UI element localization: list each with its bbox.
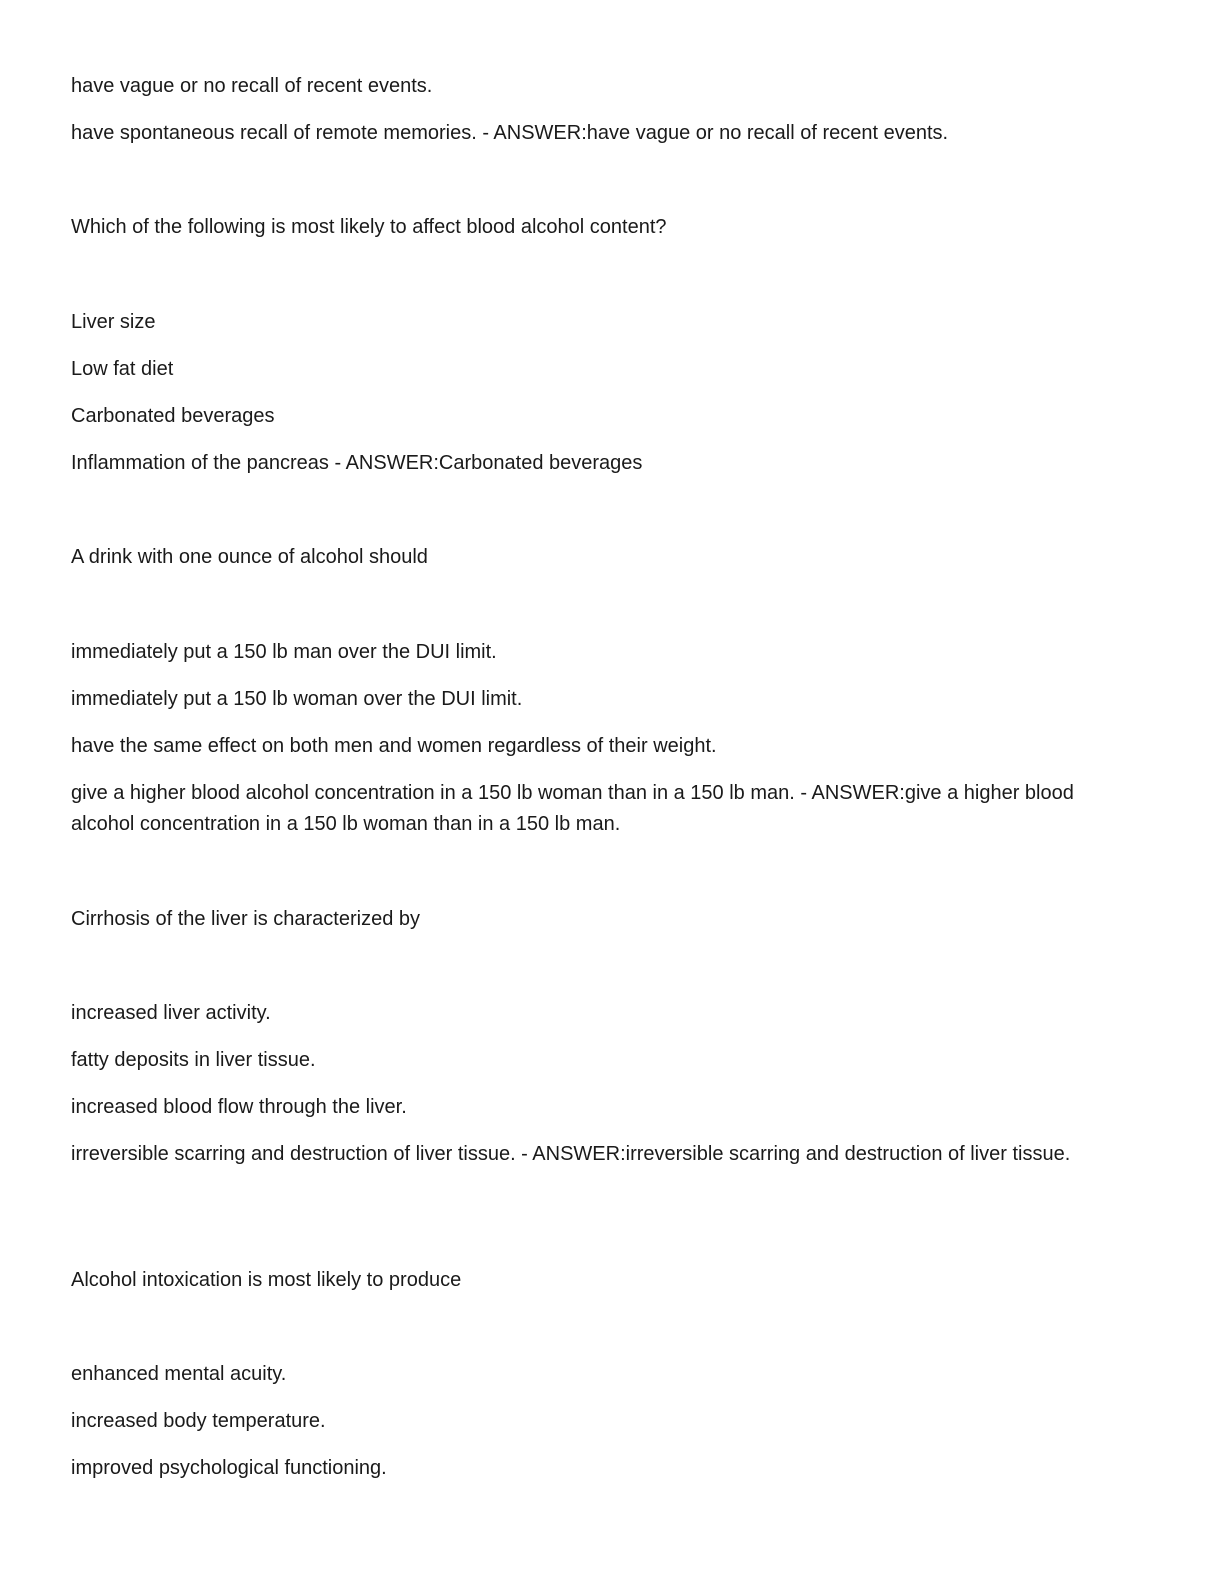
answer-option-text: have the same effect on both men and women regardless of their weight. [71, 735, 717, 757]
question-text: Alcohol intoxication is most likely to produce [71, 1269, 462, 1291]
answer-option-text: Carbonated beverages [71, 405, 275, 427]
answer-option-text: give a higher blood alcohol concentration in a 150 lb woman than in a 150 lb man. - ANSWER:give a higher blood alcohol concentration in a 150 lb woman than in a 150 lb man. [71, 782, 1074, 835]
answer-option-text: improved psychological functioning. [71, 1457, 387, 1479]
answer-option-text: increased body temperature. [71, 1410, 326, 1432]
answer-option-text: irreversible scarring and destruction of liver tissue. - ANSWER:irreversible scarring and destruction of liver tissue. [71, 1143, 1071, 1165]
answer-option-text: fatty deposits in liver tissue. [71, 1049, 316, 1071]
answer-option-text: immediately put a 150 lb woman over the DUI limit. [71, 688, 523, 710]
answer-option-text: increased liver activity. [71, 1002, 271, 1024]
question-text: A drink with one ounce of alcohol should [71, 546, 428, 568]
answer-option-text: Liver size [71, 311, 156, 333]
answer-option-text: Inflammation of the pancreas - ANSWER:Carbonated beverages [71, 452, 643, 474]
answer-option-text: immediately put a 150 lb man over the DUI limit. [71, 641, 497, 663]
answer-option-text: enhanced mental acuity. [71, 1363, 287, 1385]
answer-option-text: have spontaneous recall of remote memories. - ANSWER:have vague or no recall of recent events. [71, 122, 949, 144]
question-text: Which of the following is most likely to affect blood alcohol content? [71, 216, 667, 238]
answer-option-text: Low fat diet [71, 358, 174, 380]
answer-option-text: have vague or no recall of recent events. [71, 75, 433, 97]
answer-option-text: increased blood flow through the liver. [71, 1096, 407, 1118]
question-text: Cirrhosis of the liver is characterized by [71, 908, 421, 930]
